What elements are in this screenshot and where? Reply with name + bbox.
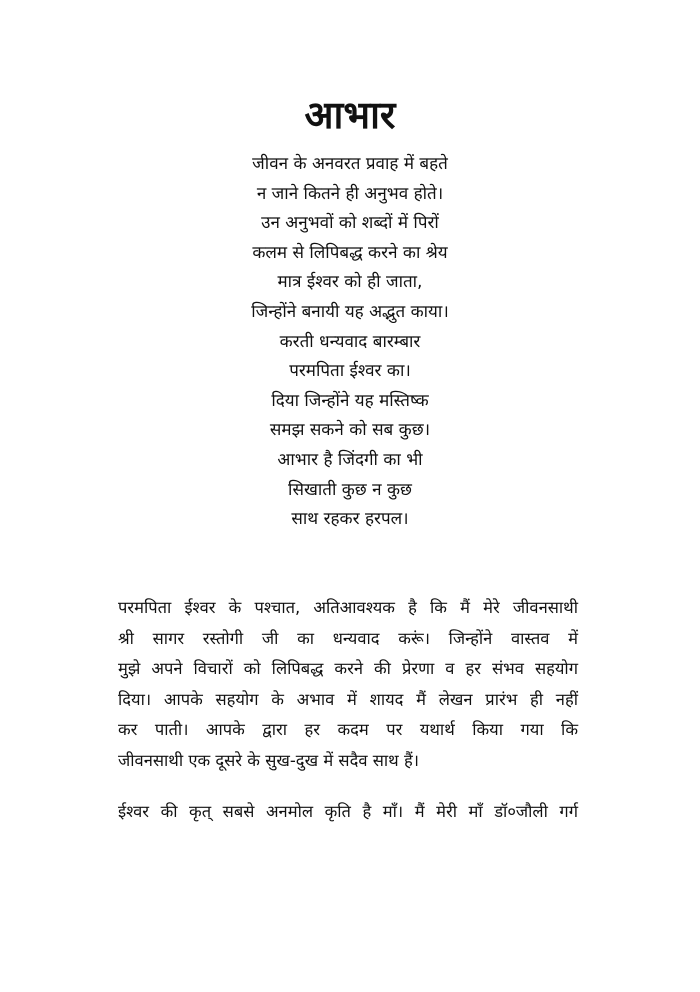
poem-line: परमपिता ईश्वर का।: [289, 361, 411, 382]
poem-line: मात्र ईश्वर को ही जाता,: [277, 272, 423, 293]
paragraph-acknowledgement-mother: [118, 797, 578, 828]
poem-line: उन अनुभवों को शब्दों में पिरों: [261, 213, 439, 234]
poem-line: सिखाती कुछ न कुछ: [288, 479, 412, 500]
paragraph-line: परमपिता ईश्वर के पश्चात, अतिआवश्यक है कि मैं मेरे जीवनसाथी: [118, 598, 578, 617]
paragraph-line: ईश्वर की कृत् सबसे अनमोल कृति है माँ। मैं मेरी माँ डॉ०जौली गर्ग: [118, 802, 578, 821]
poem: [0, 150, 700, 535]
poem-line: जिन्होंने बनायी यह अद्भुत काया।: [251, 301, 449, 322]
poem-line: जीवन के अनवरत प्रवाह में बहते: [252, 154, 448, 174]
paragraph-acknowledgement-spouse: [118, 593, 578, 776]
poem-line: करती धन्यवाद बारम्बार: [279, 331, 421, 352]
poem-line: समझ सकने को सब कुछ।: [269, 420, 431, 441]
page-title: आभार: [304, 93, 396, 137]
paragraph-line: मुझे अपने विचारों को लिपिबद्ध करने की प्रेरणा व हर संभव सहयोग: [118, 659, 578, 678]
paragraph-line: श्री सागर रस्तोगी जी का धन्यवाद करूं। जिन्होंने वास्तव में: [118, 628, 578, 648]
poem-line: आभार है जिंदगी का भी: [277, 449, 423, 470]
poem-line: साथ रहकर हरपल।: [291, 509, 409, 530]
paragraph-line: कर पाती। आपके द्वारा हर कदम पर यथार्थ किया गया कि: [118, 720, 578, 739]
poem-line: न जाने कितने ही अनुभव होते।: [256, 183, 444, 204]
paragraph-line: दिया। आपके सहयोग के अभाव में शायद मैं लेखन प्रारंभ ही नहीं: [118, 689, 578, 709]
poem-line: कलम से लिपिबद्ध करने का श्रेय: [252, 242, 448, 263]
poem-line: दिया जिन्होंने यह मस्तिष्क: [271, 390, 429, 411]
paragraph-line: जीवनसाथी एक दूसरे के सुख-दुख में सदैव साथ हैं।: [118, 750, 419, 770]
